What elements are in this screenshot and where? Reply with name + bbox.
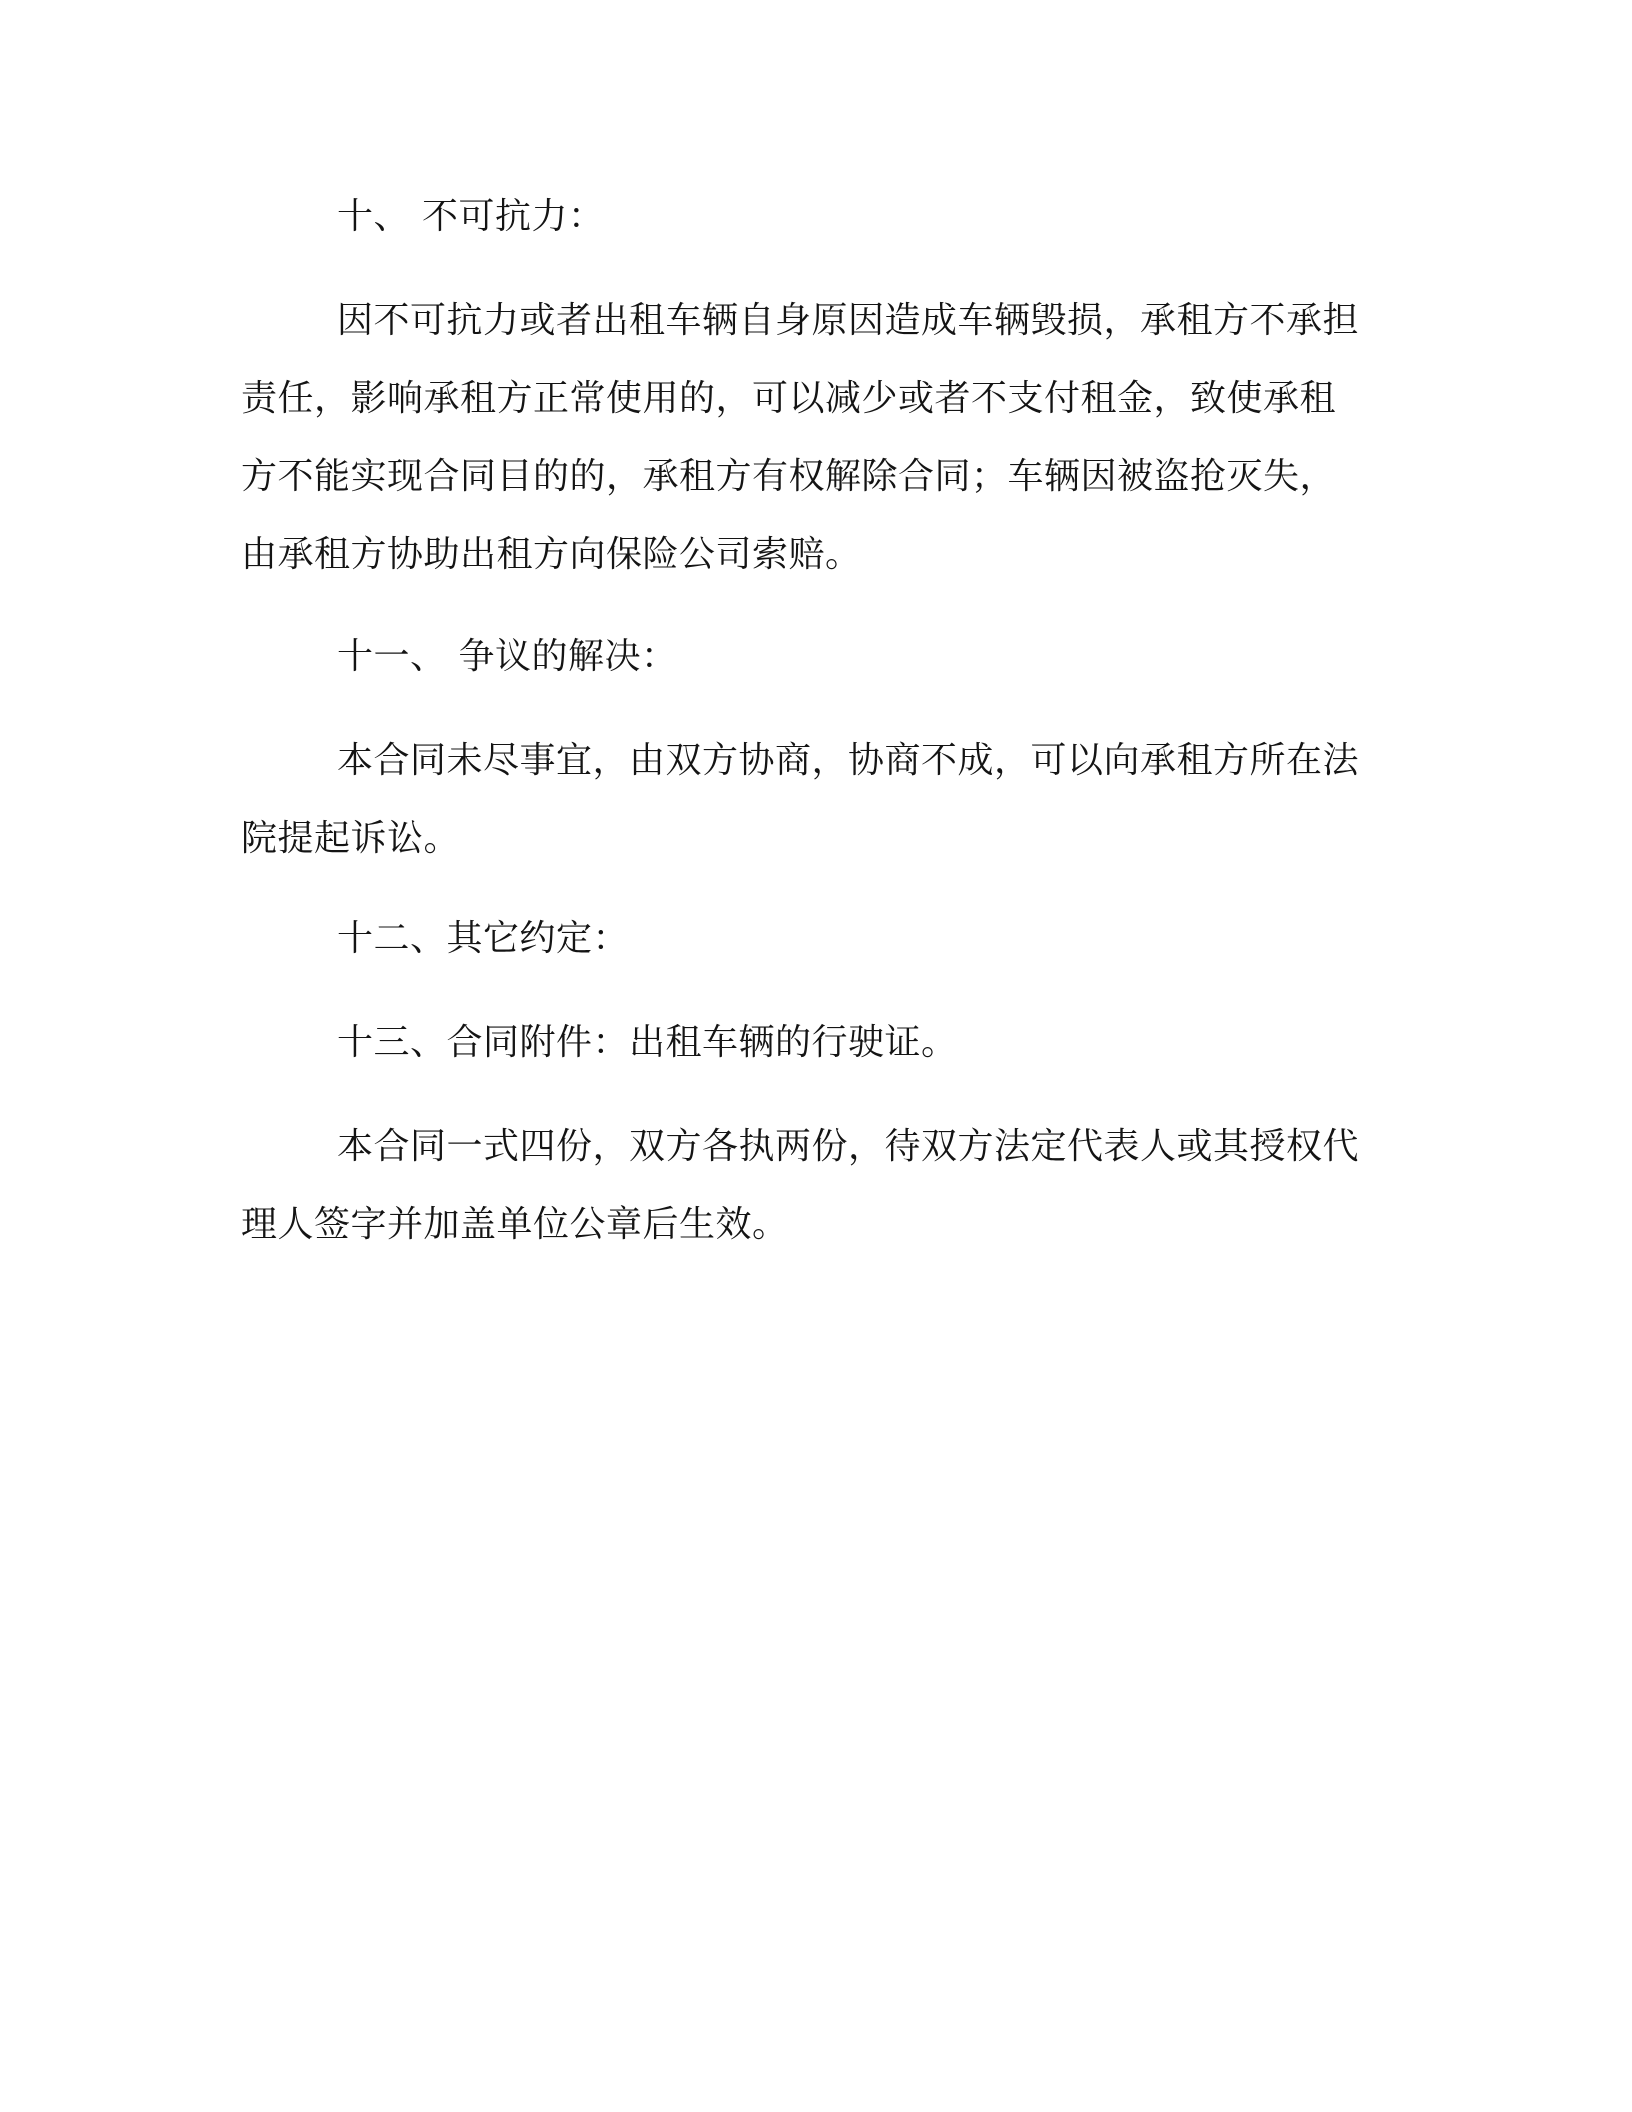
paragraph-line: 因不可抗力或者出租车辆自身原因造成车辆毁损，承租方不承担 — [337, 300, 1360, 341]
paragraph-line: 院提起诉讼。 — [241, 818, 461, 859]
section-13-heading: 十三、合同附件：出租车辆的行驶证。 — [337, 1022, 958, 1063]
paragraph-line: 理人签字并加盖单位公章后生效。 — [241, 1204, 789, 1245]
paragraph-line: 由承租方协助出租方向保险公司索赔。 — [241, 534, 862, 575]
section-11-paragraph — [241, 722, 1396, 878]
section-11-heading: 十一、 争议的解决： — [337, 636, 678, 677]
section-10-heading: 十、 不可抗力： — [337, 196, 605, 237]
paragraph-line: 本合同未尽事宜，由双方协商，协商不成，可以向承租方所在法 — [337, 740, 1360, 781]
paragraph-line: 责任，影响承租方正常使用的，可以减少或者不支付租金，致使承租 — [241, 378, 1337, 419]
section-12-heading: 十二、其它约定： — [337, 918, 630, 959]
section-10-paragraph — [241, 282, 1396, 594]
closing-paragraph — [241, 1108, 1396, 1264]
paragraph-line: 本合同一式四份，双方各执两份，待双方法定代表人或其授权代 — [337, 1126, 1360, 1167]
paragraph-line: 方不能实现合同目的的，承租方有权解除合同；车辆因被盗抢灭失， — [241, 456, 1337, 497]
